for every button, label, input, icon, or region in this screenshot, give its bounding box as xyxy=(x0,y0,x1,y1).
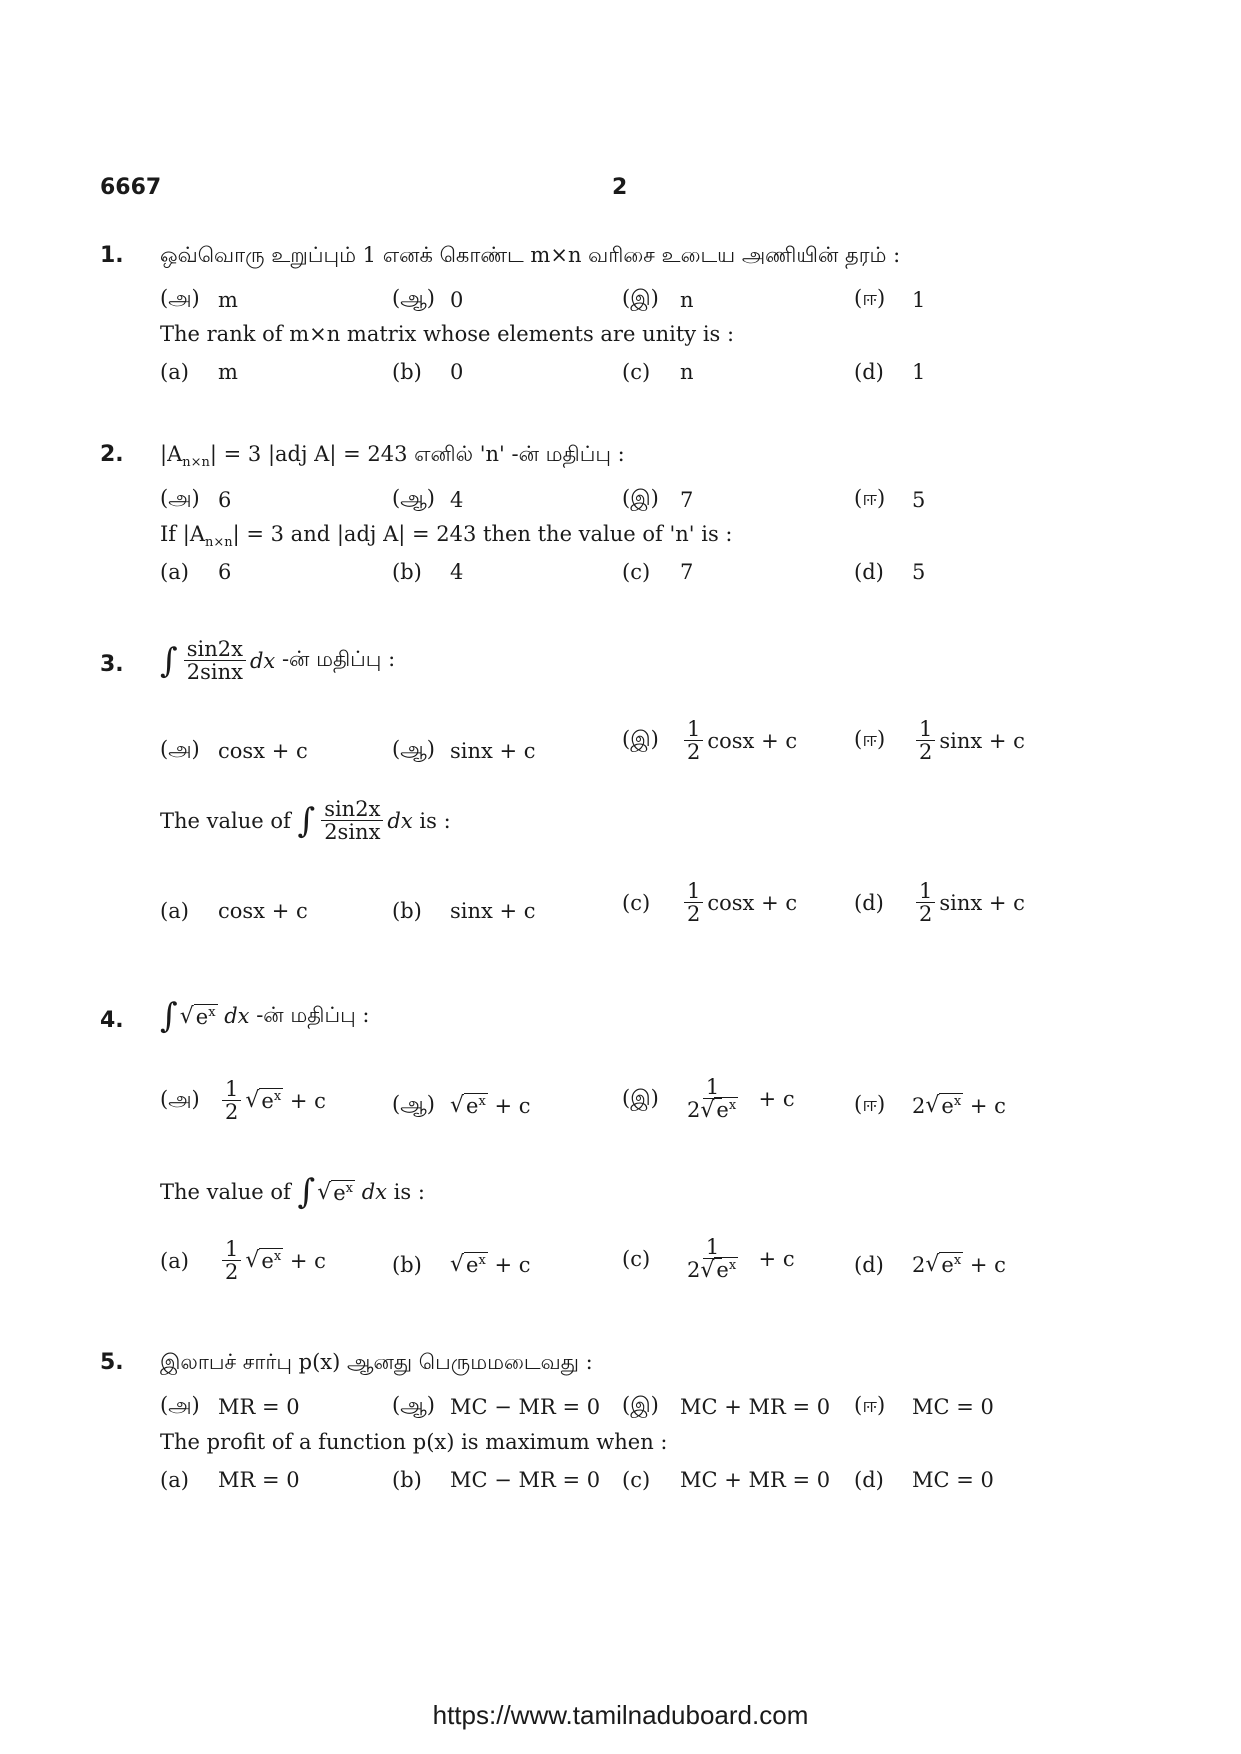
option-d-tamil: (ஈ) 5 xyxy=(854,486,926,512)
question-text-english: If $|A_{n\times n}| = 3$ and |adj A| = 243 then the value of 'n' is : xyxy=(160,522,733,551)
option-a: (a) cosx + c xyxy=(160,899,308,923)
option-a-tamil: (அ) MR = 0 xyxy=(160,1393,300,1419)
question-number: 3. xyxy=(100,652,124,677)
question-text-tamil: ∫ √ $e^x$ dx -ன் மதிப்பு : xyxy=(160,996,370,1036)
option-b: (b) 4 xyxy=(392,560,464,584)
option-c-tamil: (இ) $\frac{1}{2}$ cosx + c xyxy=(622,717,798,765)
option-b: (b) sinx + c xyxy=(392,899,536,923)
integral-sign-icon: ∫ xyxy=(297,800,316,841)
question-text-english: The rank of m×n matrix whose elements are unity is : xyxy=(160,322,735,346)
question-text-tamil: ∫ $\frac{\sin 2x}{2\sin x}$ dx -ன் மதிப்பு : xyxy=(160,637,396,685)
option-b: (b) MC − MR = 0 xyxy=(392,1468,601,1492)
integral-sign-icon: ∫ xyxy=(297,1172,316,1212)
option-d: (d) 5 xyxy=(854,560,926,584)
option-b: (b) 0 xyxy=(392,360,464,384)
option-c-tamil: (இ) $\frac{1}{2√e^x}$ + c xyxy=(622,1075,795,1124)
option-c-tamil: (இ) 7 xyxy=(622,486,694,512)
option-c: (c) MC + MR = 0 xyxy=(622,1468,831,1492)
option-a-tamil: (அ) $\frac{1}{2}$ √ $e^x$ + c xyxy=(160,1077,326,1125)
integral-sign-icon: ∫ xyxy=(160,640,178,681)
option-b: (b) √ $e^x$ + c xyxy=(392,1252,531,1277)
question-number: 4. xyxy=(100,1008,124,1033)
sqrt-icon: √ xyxy=(317,1179,332,1205)
option-c: (c) 7 xyxy=(622,560,694,584)
page-number: 2 xyxy=(612,175,628,200)
option-c: (c) $\frac{1}{2√e^x}$ + c xyxy=(622,1235,795,1284)
option-c: (c) n xyxy=(622,360,694,384)
option-b-tamil: (ஆ) MC − MR = 0 xyxy=(392,1393,601,1419)
option-c-tamil: (இ) n xyxy=(622,286,694,312)
option-b-tamil: (ஆ) 0 xyxy=(392,286,464,312)
question-text-english: The value of ∫ √ $e^x$ dx is : xyxy=(160,1172,425,1212)
option-d-tamil: (ஈ) $\frac{1}{2}$ sinx + c xyxy=(854,717,1025,765)
question-text-tamil: இலாபச் சார்பு p(x) ஆனது பெருமமடைவது : xyxy=(160,1350,593,1374)
question-text-tamil: $|A_{n\times n}| = 3$ |adj A| = 243 எனில் 'n' -ன் மதிப்பு : xyxy=(160,442,625,471)
sqrt-icon: √ xyxy=(179,1003,194,1029)
option-a-tamil: (அ) cosx + c xyxy=(160,737,308,763)
option-a: (a) $\frac{1}{2}$ √ $e^x$ + c xyxy=(160,1237,326,1285)
integral-sign-icon: ∫ xyxy=(160,996,178,1036)
question-text-english: The profit of a function p(x) is maximum when : xyxy=(160,1430,668,1454)
option-c: (c) $\frac{1}{2}$ cosx + c xyxy=(622,879,798,927)
option-d-tamil: (ஈ) 2 √ $e^x$ + c xyxy=(854,1092,1006,1118)
option-d: (d) 1 xyxy=(854,360,926,384)
footer-url: https://www.tamilnaduboard.com xyxy=(432,1700,809,1730)
option-d-tamil: (ஈ) 1 xyxy=(854,286,926,312)
option-b-tamil: (ஆ) √ $e^x$ + c xyxy=(392,1092,531,1118)
integrand-fraction: $\frac{\sin 2x}{2\sin x}$ xyxy=(184,638,246,683)
option-d: (d) MC = 0 xyxy=(854,1468,994,1492)
option-b-tamil: (ஆ) sinx + c xyxy=(392,737,536,763)
question-text-tamil: ஒவ்வொரு உறுப்பும் 1 எனக் கொண்ட m×n வரிசை உடைய அணியின் தரம் : xyxy=(160,243,901,267)
question-number: 1. xyxy=(100,243,124,268)
option-a: (a) 6 xyxy=(160,560,232,584)
option-c-tamil: (இ) MC + MR = 0 xyxy=(622,1393,831,1419)
option-a-tamil: (அ) 6 xyxy=(160,486,232,512)
option-a-tamil: (அ) m xyxy=(160,286,238,312)
option-b-tamil: (ஆ) 4 xyxy=(392,486,464,512)
question-number: 2. xyxy=(100,442,124,467)
question-text-english: The value of ∫ $\frac{\sin 2x}{2\sin x}$ dx is : xyxy=(160,797,451,845)
option-a: (a) MR = 0 xyxy=(160,1468,300,1492)
option-d: (d) $\frac{1}{2}$ sinx + c xyxy=(854,879,1025,927)
option-d: (d) 2 √ $e^x$ + c xyxy=(854,1252,1006,1277)
option-a: (a) m xyxy=(160,360,238,384)
question-number: 5. xyxy=(100,1350,124,1375)
option-d-tamil: (ஈ) MC = 0 xyxy=(854,1393,994,1419)
paper-code: 6667 xyxy=(100,175,162,200)
